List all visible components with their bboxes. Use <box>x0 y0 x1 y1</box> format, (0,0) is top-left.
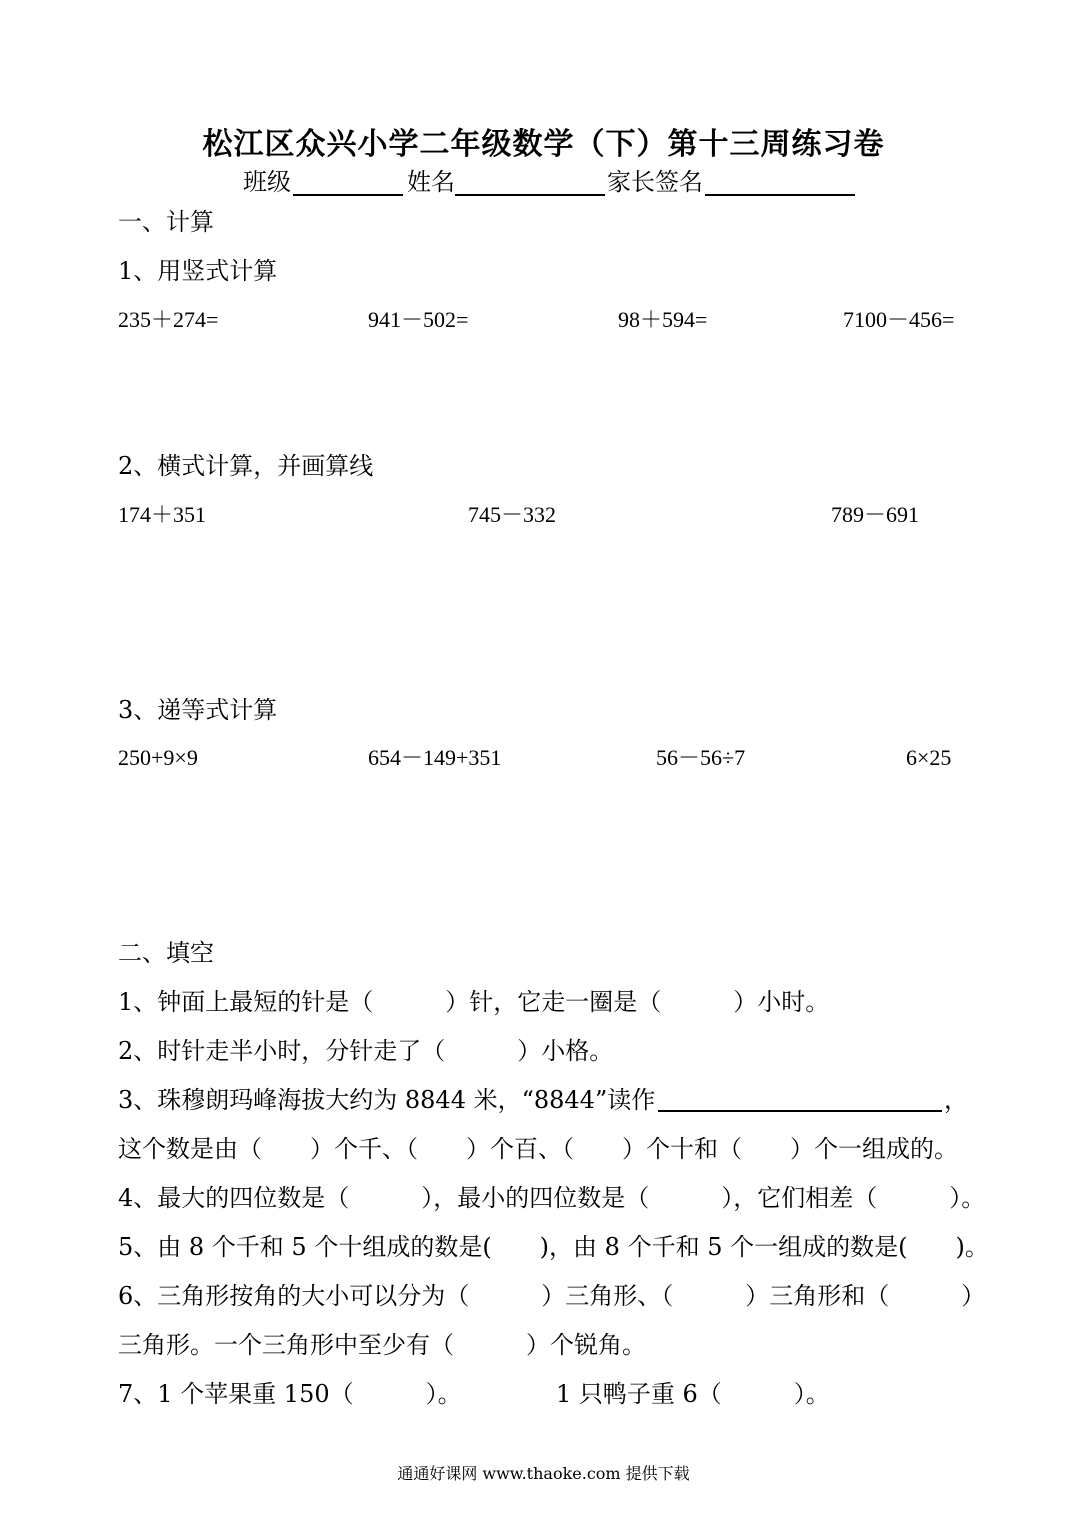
q3-item: 56－56÷7 <box>656 745 746 770</box>
fill-line-9b: 1 只鸭子重 6（ ）。 <box>556 1380 830 1408</box>
q3-item: 250+9×9 <box>118 745 198 770</box>
q2-item: 745－332 <box>468 502 557 527</box>
name-blank <box>455 194 605 196</box>
name-label: 姓名 <box>407 168 455 196</box>
class-label: 班级 <box>243 168 291 196</box>
fill-line-5: 4、最大的四位数是（ ），最小的四位数是（ ），它们相差（ ）。 <box>118 1184 986 1212</box>
q1-item: 98＋594= <box>618 307 708 332</box>
page-title: 松江区众兴小学二年级数学（下）第十三周练习卷 <box>202 127 885 162</box>
q2-item: 789－691 <box>831 502 920 527</box>
q1-label: 1、用竖式计算 <box>118 257 278 285</box>
section2-heading: 二、填空 <box>118 939 214 967</box>
footer-credit: 通通好课网 www.thaoke.com 提供下载 <box>397 1464 690 1483</box>
fill-line-1: 1、钟面上最短的针是（ ）针，它走一圈是（ ）小时。 <box>118 988 830 1016</box>
q3-item: 654－149+351 <box>368 745 502 770</box>
q1-item: 941－502= <box>368 307 469 332</box>
fill-line-8: 三角形。一个三角形中至少有（ ）个锐角。 <box>118 1331 646 1359</box>
q2-label: 2、横式计算，并画算线 <box>118 452 374 480</box>
fill-line-3: 3、珠穆朗玛峰海拔大约为 8844 米，“8844”读作 <box>118 1086 656 1114</box>
fill-line-4: 这个数是由（ ）个千、（ ）个百、（ ）个十和（ ）个一组成的。 <box>118 1135 958 1163</box>
section1-heading: 一、计算 <box>118 208 214 236</box>
fill-line-9a: 7、1 个苹果重 150（ ）。 <box>118 1380 462 1408</box>
q1-item: 7100－456= <box>843 307 955 332</box>
q1-item: 235＋274= <box>118 307 219 332</box>
parent-signature-label: 家长签名 <box>607 168 703 196</box>
fill-line-2: 2、时针走半小时，分针走了（ ）小格。 <box>118 1037 614 1065</box>
q3-label: 3、递等式计算 <box>118 696 278 724</box>
class-blank <box>293 194 403 196</box>
q3-item: 6×25 <box>906 745 952 770</box>
q2-item: 174＋351 <box>118 502 207 527</box>
fill-line-7: 6、三角形按角的大小可以分为（ ）三角形、（ ）三角形和（ ） <box>118 1282 986 1310</box>
fill-line-3-end: ， <box>944 1086 968 1114</box>
fill-line-6: 5、由 8 个千和 5 个十组成的数是( )，由 8 个千和 5 个一组成的数是( )。 <box>118 1233 989 1261</box>
parent-signature-blank <box>705 194 855 196</box>
reading-blank <box>658 1110 942 1112</box>
